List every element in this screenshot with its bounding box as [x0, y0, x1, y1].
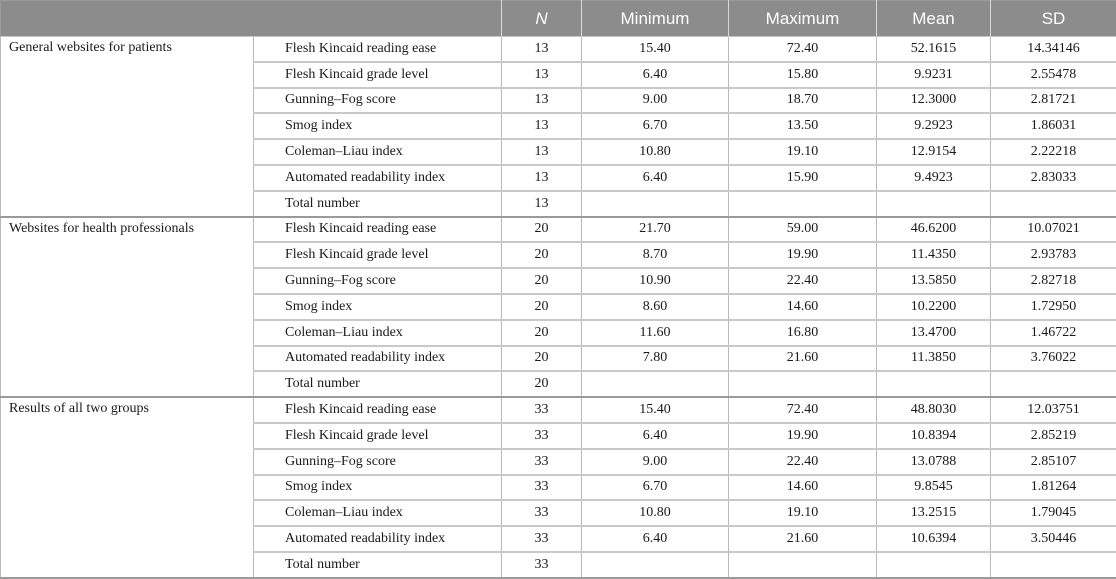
- cell-maximum: 19.10: [729, 139, 877, 165]
- cell-minimum: 8.70: [582, 242, 729, 268]
- cell-measure: Gunning–Fog score: [254, 449, 502, 475]
- cell-mean: 52.1615: [877, 37, 991, 62]
- cell-minimum: 21.70: [582, 217, 729, 243]
- cell-mean: [877, 371, 991, 397]
- cell-sd: 2.82718: [991, 268, 1116, 294]
- header-n: N: [502, 1, 582, 37]
- cell-n: 33: [502, 526, 582, 552]
- cell-measure: Automated readability index: [254, 346, 502, 372]
- cell-minimum: 7.80: [582, 346, 729, 372]
- cell-measure: Total number: [254, 371, 502, 397]
- cell-maximum: 14.60: [729, 294, 877, 320]
- header-blank: [1, 1, 502, 37]
- cell-measure: Coleman–Liau index: [254, 320, 502, 346]
- cell-mean: 13.4700: [877, 320, 991, 346]
- cell-minimum: [582, 371, 729, 397]
- cell-minimum: 6.40: [582, 165, 729, 191]
- cell-n: 33: [502, 397, 582, 423]
- cell-measure: Flesh Kincaid grade level: [254, 62, 502, 88]
- cell-minimum: [582, 191, 729, 217]
- cell-sd: 12.03751: [991, 397, 1116, 423]
- cell-n: 13: [502, 88, 582, 114]
- cell-sd: 3.76022: [991, 346, 1116, 372]
- cell-mean: 13.2515: [877, 500, 991, 526]
- cell-maximum: 72.40: [729, 37, 877, 62]
- cell-maximum: 72.40: [729, 397, 877, 423]
- cell-measure: Flesh Kincaid reading ease: [254, 397, 502, 423]
- cell-maximum: 21.60: [729, 526, 877, 552]
- header-sd: SD: [991, 1, 1116, 37]
- cell-maximum: [729, 371, 877, 397]
- cell-maximum: 21.60: [729, 346, 877, 372]
- header-mean: Mean: [877, 1, 991, 37]
- cell-sd: 1.72950: [991, 294, 1116, 320]
- cell-minimum: 6.70: [582, 475, 729, 501]
- cell-sd: 1.79045: [991, 500, 1116, 526]
- cell-minimum: 6.40: [582, 423, 729, 449]
- cell-maximum: 15.90: [729, 165, 877, 191]
- cell-minimum: 9.00: [582, 88, 729, 114]
- cell-sd: 1.86031: [991, 113, 1116, 139]
- cell-maximum: [729, 552, 877, 578]
- cell-maximum: 19.10: [729, 500, 877, 526]
- cell-maximum: 16.80: [729, 320, 877, 346]
- cell-maximum: 59.00: [729, 217, 877, 243]
- cell-measure: Flesh Kincaid reading ease: [254, 37, 502, 62]
- cell-measure: Automated readability index: [254, 165, 502, 191]
- cell-n: 20: [502, 371, 582, 397]
- cell-sd: [991, 552, 1116, 578]
- header-row: [1, 1, 1116, 37]
- table-row: [1, 217, 1116, 243]
- cell-minimum: 15.40: [582, 397, 729, 423]
- cell-mean: 9.8545: [877, 475, 991, 501]
- cell-n: 13: [502, 191, 582, 217]
- cell-sd: 2.85219: [991, 423, 1116, 449]
- cell-maximum: 18.70: [729, 88, 877, 114]
- cell-n: 20: [502, 217, 582, 243]
- cell-mean: 46.6200: [877, 217, 991, 243]
- header-maximum: Maximum: [729, 1, 877, 37]
- group-label: Websites for health professionals: [1, 217, 254, 398]
- cell-mean: 9.4923: [877, 165, 991, 191]
- cell-maximum: 22.40: [729, 449, 877, 475]
- cell-mean: 12.9154: [877, 139, 991, 165]
- cell-minimum: 6.40: [582, 526, 729, 552]
- cell-minimum: 15.40: [582, 37, 729, 62]
- cell-maximum: 13.50: [729, 113, 877, 139]
- cell-n: 13: [502, 37, 582, 62]
- cell-sd: 14.34146: [991, 37, 1116, 62]
- cell-measure: Automated readability index: [254, 526, 502, 552]
- cell-n: 33: [502, 500, 582, 526]
- table-row: [1, 37, 1116, 62]
- cell-mean: 13.5850: [877, 268, 991, 294]
- cell-measure: Smog index: [254, 475, 502, 501]
- cell-maximum: 14.60: [729, 475, 877, 501]
- cell-sd: 10.07021: [991, 217, 1116, 243]
- table-row: [1, 397, 1116, 423]
- cell-sd: 2.81721: [991, 88, 1116, 114]
- cell-mean: 9.9231: [877, 62, 991, 88]
- cell-measure: Gunning–Fog score: [254, 268, 502, 294]
- cell-sd: 1.81264: [991, 475, 1116, 501]
- cell-measure: Total number: [254, 191, 502, 217]
- cell-minimum: 10.80: [582, 139, 729, 165]
- cell-measure: Gunning–Fog score: [254, 88, 502, 114]
- cell-minimum: 6.40: [582, 62, 729, 88]
- cell-sd: [991, 191, 1116, 217]
- cell-n: 13: [502, 62, 582, 88]
- cell-sd: 2.85107: [991, 449, 1116, 475]
- cell-n: 33: [502, 552, 582, 578]
- cell-minimum: 9.00: [582, 449, 729, 475]
- cell-sd: 2.83033: [991, 165, 1116, 191]
- cell-measure: Flesh Kincaid reading ease: [254, 217, 502, 243]
- cell-minimum: 8.60: [582, 294, 729, 320]
- cell-n: 33: [502, 423, 582, 449]
- cell-n: 20: [502, 242, 582, 268]
- cell-n: 20: [502, 346, 582, 372]
- group-label: Results of all two groups: [1, 397, 254, 578]
- cell-mean: 11.3850: [877, 346, 991, 372]
- cell-measure: Coleman–Liau index: [254, 500, 502, 526]
- cell-mean: 11.4350: [877, 242, 991, 268]
- table-body: [1, 37, 1116, 578]
- cell-n: 20: [502, 294, 582, 320]
- cell-mean: 10.2200: [877, 294, 991, 320]
- cell-mean: 48.8030: [877, 397, 991, 423]
- group-label: General websites for patients: [1, 37, 254, 217]
- header-minimum: Minimum: [582, 1, 729, 37]
- cell-sd: 1.46722: [991, 320, 1116, 346]
- cell-minimum: 10.80: [582, 500, 729, 526]
- cell-mean: 12.3000: [877, 88, 991, 114]
- cell-maximum: [729, 191, 877, 217]
- cell-n: 20: [502, 268, 582, 294]
- cell-mean: 13.0788: [877, 449, 991, 475]
- cell-mean: 10.6394: [877, 526, 991, 552]
- cell-maximum: 19.90: [729, 242, 877, 268]
- cell-minimum: 10.90: [582, 268, 729, 294]
- cell-sd: 2.22218: [991, 139, 1116, 165]
- cell-minimum: [582, 552, 729, 578]
- cell-mean: [877, 191, 991, 217]
- cell-maximum: 22.40: [729, 268, 877, 294]
- cell-mean: 9.2923: [877, 113, 991, 139]
- cell-mean: 10.8394: [877, 423, 991, 449]
- cell-n: 13: [502, 113, 582, 139]
- cell-n: 13: [502, 165, 582, 191]
- cell-minimum: 11.60: [582, 320, 729, 346]
- cell-mean: [877, 552, 991, 578]
- cell-maximum: 15.80: [729, 62, 877, 88]
- cell-measure: Coleman–Liau index: [254, 139, 502, 165]
- cell-maximum: 19.90: [729, 423, 877, 449]
- cell-n: 33: [502, 475, 582, 501]
- cell-sd: 2.93783: [991, 242, 1116, 268]
- cell-sd: 3.50446: [991, 526, 1116, 552]
- cell-sd: 2.55478: [991, 62, 1116, 88]
- cell-n: 13: [502, 139, 582, 165]
- cell-n: 33: [502, 449, 582, 475]
- cell-measure: Smog index: [254, 113, 502, 139]
- cell-measure: Flesh Kincaid grade level: [254, 423, 502, 449]
- cell-measure: Flesh Kincaid grade level: [254, 242, 502, 268]
- cell-measure: Smog index: [254, 294, 502, 320]
- cell-sd: [991, 371, 1116, 397]
- cell-minimum: 6.70: [582, 113, 729, 139]
- cell-n: 20: [502, 320, 582, 346]
- cell-measure: Total number: [254, 552, 502, 578]
